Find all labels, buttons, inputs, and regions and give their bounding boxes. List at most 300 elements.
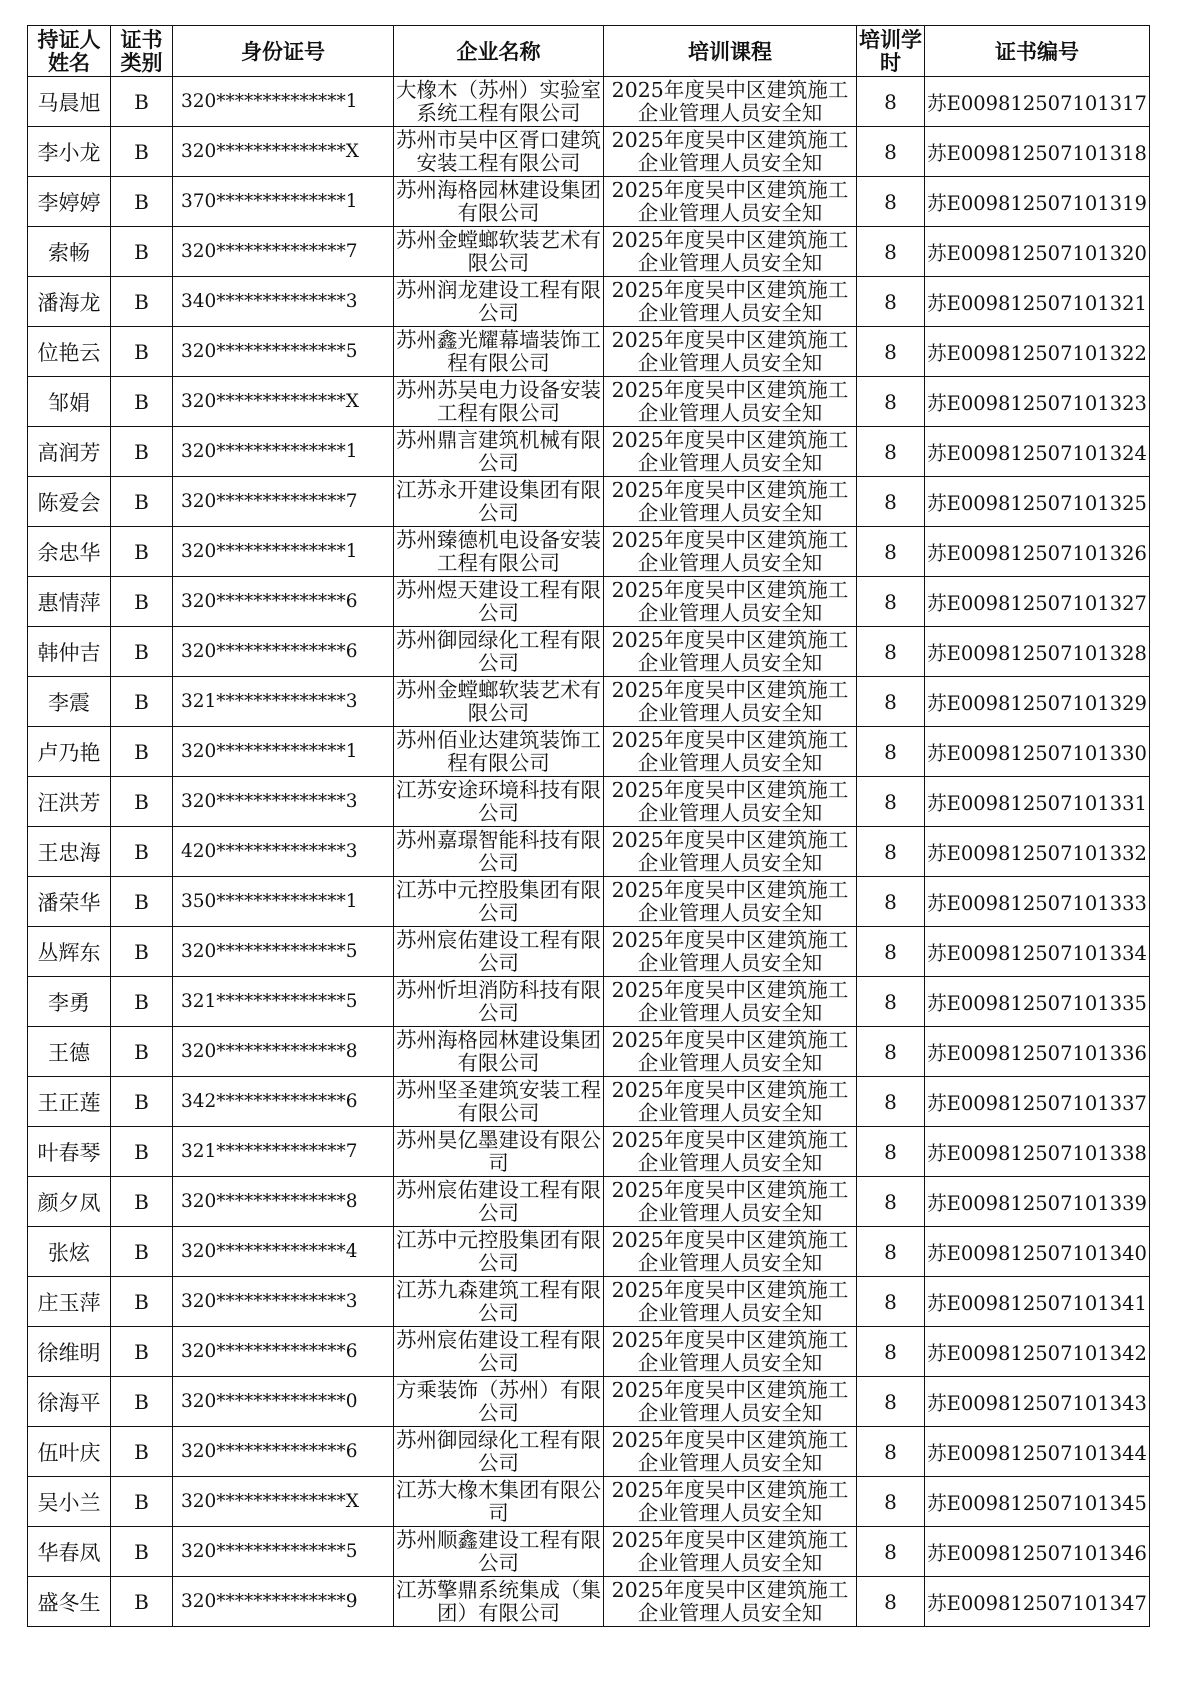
company-cell <box>394 377 604 427</box>
course-name: 2025年度吴中区建筑施工企业管理人员安全知 <box>611 777 849 825</box>
id-number: 320**************1 <box>173 77 394 127</box>
holder-name: 李勇 <box>28 977 111 1027</box>
table-row <box>28 527 1150 577</box>
course-name: 2025年度吴中区建筑施工企业管理人员安全知 <box>611 77 849 125</box>
course-name: 2025年度吴中区建筑施工企业管理人员安全知 <box>611 1077 849 1125</box>
table-body <box>28 77 1150 1627</box>
training-hours: 8 <box>857 577 925 627</box>
company-name: 江苏中元控股集团有限公司 <box>396 877 601 925</box>
company-cell <box>394 1527 604 1577</box>
cert-category: B <box>111 727 173 777</box>
id-number: 320**************X <box>173 377 394 427</box>
cert-number: 苏E009812507101347 <box>925 1577 1150 1627</box>
course-cell <box>604 127 857 177</box>
training-hours: 8 <box>857 1377 925 1427</box>
table-row <box>28 677 1150 727</box>
course-cell <box>604 477 857 527</box>
table-row <box>28 1477 1150 1527</box>
training-hours: 8 <box>857 727 925 777</box>
course-name: 2025年度吴中区建筑施工企业管理人员安全知 <box>611 1027 849 1075</box>
course-name: 2025年度吴中区建筑施工企业管理人员安全知 <box>611 1427 849 1475</box>
cert-number: 苏E009812507101332 <box>925 827 1150 877</box>
company-cell <box>394 77 604 127</box>
company-cell <box>394 777 604 827</box>
id-number: 320**************1 <box>173 527 394 577</box>
id-number: 320**************7 <box>173 477 394 527</box>
header-category: 证书类别 <box>111 26 173 77</box>
company-name: 苏州金螳螂软装艺术有限公司 <box>396 677 601 725</box>
holder-name: 马晨旭 <box>28 77 111 127</box>
holder-name: 潘海龙 <box>28 277 111 327</box>
table-row <box>28 1377 1150 1427</box>
company-name: 大橡木（苏州）实验室系统工程有限公司 <box>396 77 601 125</box>
table-row <box>28 827 1150 877</box>
id-number: 321**************7 <box>173 1127 394 1177</box>
cert-number: 苏E009812507101323 <box>925 377 1150 427</box>
company-cell <box>394 1327 604 1377</box>
holder-name: 李婷婷 <box>28 177 111 227</box>
training-hours: 8 <box>857 677 925 727</box>
company-name: 苏州市吴中区胥口建筑安装工程有限公司 <box>396 127 601 175</box>
cert-category: B <box>111 827 173 877</box>
holder-name: 王忠海 <box>28 827 111 877</box>
cert-number: 苏E009812507101336 <box>925 1027 1150 1077</box>
company-cell <box>394 177 604 227</box>
company-cell <box>394 1477 604 1527</box>
holder-name: 惠情萍 <box>28 577 111 627</box>
course-cell <box>604 1277 857 1327</box>
table-row <box>28 577 1150 627</box>
table-row <box>28 327 1150 377</box>
id-number: 320**************6 <box>173 577 394 627</box>
course-cell <box>604 1127 857 1177</box>
company-name: 苏州宸佑建设工程有限公司 <box>396 1177 601 1225</box>
company-cell <box>394 1277 604 1327</box>
training-hours: 8 <box>857 527 925 577</box>
cert-number: 苏E009812507101318 <box>925 127 1150 177</box>
holder-name: 华春凤 <box>28 1527 111 1577</box>
company-cell <box>394 527 604 577</box>
cert-category: B <box>111 1327 173 1377</box>
company-cell <box>394 477 604 527</box>
id-number: 320**************X <box>173 127 394 177</box>
cert-number: 苏E009812507101322 <box>925 327 1150 377</box>
course-cell <box>604 277 857 327</box>
table-row <box>28 77 1150 127</box>
cert-category: B <box>111 577 173 627</box>
company-name: 江苏中元控股集团有限公司 <box>396 1227 601 1275</box>
cert-category: B <box>111 1027 173 1077</box>
header-name: 持证人姓名 <box>28 26 111 77</box>
id-number: 320**************6 <box>173 627 394 677</box>
company-name: 苏州嘉璟智能科技有限公司 <box>396 827 601 875</box>
company-cell <box>394 127 604 177</box>
course-cell <box>604 427 857 477</box>
holder-name: 伍叶庆 <box>28 1427 111 1477</box>
cert-category: B <box>111 1277 173 1327</box>
course-name: 2025年度吴中区建筑施工企业管理人员安全知 <box>611 1577 849 1625</box>
id-number: 321**************3 <box>173 677 394 727</box>
table-row <box>28 627 1150 677</box>
id-number: 320**************9 <box>173 1577 394 1627</box>
cert-category: B <box>111 327 173 377</box>
cert-category: B <box>111 677 173 727</box>
holder-name: 王德 <box>28 1027 111 1077</box>
cert-number: 苏E009812507101335 <box>925 977 1150 1027</box>
training-hours: 8 <box>857 1227 925 1277</box>
course-cell <box>604 627 857 677</box>
holder-name: 李小龙 <box>28 127 111 177</box>
id-number: 320**************X <box>173 1477 394 1527</box>
company-name: 苏州宸佑建设工程有限公司 <box>396 1327 601 1375</box>
table-row <box>28 477 1150 527</box>
cert-number: 苏E009812507101337 <box>925 1077 1150 1127</box>
course-cell <box>604 1427 857 1477</box>
certificate-table <box>27 25 1150 1627</box>
header-course: 培训课程 <box>604 26 857 77</box>
cert-number: 苏E009812507101328 <box>925 627 1150 677</box>
company-name: 苏州苏吴电力设备安装工程有限公司 <box>396 377 601 425</box>
company-name: 苏州坚圣建筑安装工程有限公司 <box>396 1077 601 1125</box>
cert-category: B <box>111 77 173 127</box>
company-cell <box>394 877 604 927</box>
course-name: 2025年度吴中区建筑施工企业管理人员安全知 <box>611 277 849 325</box>
table-row <box>28 377 1150 427</box>
company-name: 苏州御园绿化工程有限公司 <box>396 1427 601 1475</box>
table-row <box>28 277 1150 327</box>
course-cell <box>604 1327 857 1377</box>
cert-number: 苏E009812507101338 <box>925 1127 1150 1177</box>
course-cell <box>604 1227 857 1277</box>
company-cell <box>394 227 604 277</box>
holder-name: 索畅 <box>28 227 111 277</box>
cert-category: B <box>111 127 173 177</box>
course-name: 2025年度吴中区建筑施工企业管理人员安全知 <box>611 577 849 625</box>
company-name: 苏州金螳螂软装艺术有限公司 <box>396 227 601 275</box>
course-cell <box>604 377 857 427</box>
course-name: 2025年度吴中区建筑施工企业管理人员安全知 <box>611 527 849 575</box>
training-hours: 8 <box>857 1027 925 1077</box>
holder-name: 卢乃艳 <box>28 727 111 777</box>
cert-category: B <box>111 1477 173 1527</box>
id-number: 320**************5 <box>173 327 394 377</box>
course-cell <box>604 77 857 127</box>
company-name: 苏州御园绿化工程有限公司 <box>396 627 601 675</box>
cert-category: B <box>111 177 173 227</box>
holder-name: 韩仲吉 <box>28 627 111 677</box>
course-cell <box>604 927 857 977</box>
training-hours: 8 <box>857 77 925 127</box>
id-number: 420**************3 <box>173 827 394 877</box>
cert-category: B <box>111 377 173 427</box>
course-name: 2025年度吴中区建筑施工企业管理人员安全知 <box>611 327 849 375</box>
cert-number: 苏E009812507101319 <box>925 177 1150 227</box>
course-cell <box>604 177 857 227</box>
cert-category: B <box>111 477 173 527</box>
id-number: 320**************3 <box>173 777 394 827</box>
table-row <box>28 127 1150 177</box>
course-cell <box>604 1177 857 1227</box>
cert-category: B <box>111 777 173 827</box>
course-cell <box>604 1377 857 1427</box>
course-name: 2025年度吴中区建筑施工企业管理人员安全知 <box>611 227 849 275</box>
training-hours: 8 <box>857 1327 925 1377</box>
header-hours: 培训学时 <box>857 26 925 77</box>
course-name: 2025年度吴中区建筑施工企业管理人员安全知 <box>611 1277 849 1325</box>
training-hours: 8 <box>857 427 925 477</box>
cert-category: B <box>111 1177 173 1227</box>
company-cell <box>394 1077 604 1127</box>
course-name: 2025年度吴中区建筑施工企业管理人员安全知 <box>611 627 849 675</box>
course-name: 2025年度吴中区建筑施工企业管理人员安全知 <box>611 377 849 425</box>
company-name: 苏州宸佑建设工程有限公司 <box>396 927 601 975</box>
id-number: 342**************6 <box>173 1077 394 1127</box>
course-cell <box>604 1027 857 1077</box>
course-name: 2025年度吴中区建筑施工企业管理人员安全知 <box>611 827 849 875</box>
cert-category: B <box>111 1227 173 1277</box>
company-cell <box>394 1127 604 1177</box>
holder-name: 邹娟 <box>28 377 111 427</box>
course-name: 2025年度吴中区建筑施工企业管理人员安全知 <box>611 977 849 1025</box>
course-name: 2025年度吴中区建筑施工企业管理人员安全知 <box>611 877 849 925</box>
table-row <box>28 1577 1150 1627</box>
training-hours: 8 <box>857 1177 925 1227</box>
table-row <box>28 1027 1150 1077</box>
course-name: 2025年度吴中区建筑施工企业管理人员安全知 <box>611 477 849 525</box>
table-row <box>28 1277 1150 1327</box>
table-row <box>28 1177 1150 1227</box>
cert-category: B <box>111 527 173 577</box>
training-hours: 8 <box>857 827 925 877</box>
cert-category: B <box>111 1577 173 1627</box>
table-row <box>28 1327 1150 1377</box>
training-hours: 8 <box>857 1477 925 1527</box>
table-row <box>28 727 1150 777</box>
training-hours: 8 <box>857 377 925 427</box>
company-cell <box>394 1227 604 1277</box>
course-cell <box>604 1077 857 1127</box>
company-name: 江苏九森建筑工程有限公司 <box>396 1277 601 1325</box>
cert-number: 苏E009812507101343 <box>925 1377 1150 1427</box>
course-cell <box>604 577 857 627</box>
course-name: 2025年度吴中区建筑施工企业管理人员安全知 <box>611 1327 849 1375</box>
id-number: 350**************1 <box>173 877 394 927</box>
cert-category: B <box>111 227 173 277</box>
id-number: 320**************1 <box>173 427 394 477</box>
company-cell <box>394 277 604 327</box>
course-name: 2025年度吴中区建筑施工企业管理人员安全知 <box>611 177 849 225</box>
cert-number: 苏E009812507101334 <box>925 927 1150 977</box>
holder-name: 徐维明 <box>28 1327 111 1377</box>
course-name: 2025年度吴中区建筑施工企业管理人员安全知 <box>611 1227 849 1275</box>
course-cell <box>604 527 857 577</box>
cert-category: B <box>111 277 173 327</box>
cert-number: 苏E009812507101345 <box>925 1477 1150 1527</box>
company-name: 苏州忻坦消防科技有限公司 <box>396 977 601 1025</box>
company-name: 苏州昊亿墨建设有限公司 <box>396 1127 601 1175</box>
training-hours: 8 <box>857 627 925 677</box>
company-cell <box>394 1577 604 1627</box>
training-hours: 8 <box>857 877 925 927</box>
course-cell <box>604 1577 857 1627</box>
id-number: 340**************3 <box>173 277 394 327</box>
id-number: 320**************8 <box>173 1177 394 1227</box>
training-hours: 8 <box>857 1077 925 1127</box>
holder-name: 陈爱会 <box>28 477 111 527</box>
id-number: 320**************8 <box>173 1027 394 1077</box>
cert-number: 苏E009812507101346 <box>925 1527 1150 1577</box>
company-name: 江苏安途环境科技有限公司 <box>396 777 601 825</box>
course-cell <box>604 977 857 1027</box>
id-number: 320**************4 <box>173 1227 394 1277</box>
cert-number: 苏E009812507101344 <box>925 1427 1150 1477</box>
company-name: 苏州煜天建设工程有限公司 <box>396 577 601 625</box>
training-hours: 8 <box>857 327 925 377</box>
holder-name: 李震 <box>28 677 111 727</box>
holder-name: 余忠华 <box>28 527 111 577</box>
training-hours: 8 <box>857 1277 925 1327</box>
company-cell <box>394 1177 604 1227</box>
training-hours: 8 <box>857 1127 925 1177</box>
id-number: 320**************0 <box>173 1377 394 1427</box>
cert-category: B <box>111 1527 173 1577</box>
company-name: 江苏擎鼎系统集成（集团）有限公司 <box>396 1577 601 1625</box>
training-hours: 8 <box>857 277 925 327</box>
course-cell <box>604 677 857 727</box>
training-hours: 8 <box>857 1427 925 1477</box>
company-name: 苏州润龙建设工程有限公司 <box>396 277 601 325</box>
id-number: 320**************7 <box>173 227 394 277</box>
cert-number: 苏E009812507101340 <box>925 1227 1150 1277</box>
training-hours: 8 <box>857 127 925 177</box>
cert-number: 苏E009812507101320 <box>925 227 1150 277</box>
cert-category: B <box>111 927 173 977</box>
holder-name: 位艳云 <box>28 327 111 377</box>
course-name: 2025年度吴中区建筑施工企业管理人员安全知 <box>611 1127 849 1175</box>
course-cell <box>604 827 857 877</box>
training-hours: 8 <box>857 227 925 277</box>
holder-name: 叶春琴 <box>28 1127 111 1177</box>
cert-category: B <box>111 1077 173 1127</box>
course-name: 2025年度吴中区建筑施工企业管理人员安全知 <box>611 1377 849 1425</box>
company-cell <box>394 627 604 677</box>
company-name: 苏州顺鑫建设工程有限公司 <box>396 1527 601 1575</box>
holder-name: 吴小兰 <box>28 1477 111 1527</box>
course-name: 2025年度吴中区建筑施工企业管理人员安全知 <box>611 727 849 775</box>
course-name: 2025年度吴中区建筑施工企业管理人员安全知 <box>611 427 849 475</box>
cert-category: B <box>111 877 173 927</box>
company-name: 苏州臻德机电设备安装工程有限公司 <box>396 527 601 575</box>
holder-name: 王正莲 <box>28 1077 111 1127</box>
company-cell <box>394 1377 604 1427</box>
cert-number: 苏E009812507101342 <box>925 1327 1150 1377</box>
table-row <box>28 1227 1150 1277</box>
cert-category: B <box>111 627 173 677</box>
company-cell <box>394 927 604 977</box>
course-cell <box>604 1527 857 1577</box>
cert-category: B <box>111 977 173 1027</box>
holder-name: 潘荣华 <box>28 877 111 927</box>
training-hours: 8 <box>857 177 925 227</box>
table-header-row <box>28 26 1150 77</box>
header-company: 企业名称 <box>394 26 604 77</box>
table-row <box>28 1427 1150 1477</box>
company-cell <box>394 977 604 1027</box>
holder-name: 盛冬生 <box>28 1577 111 1627</box>
company-cell <box>394 677 604 727</box>
holder-name: 丛辉东 <box>28 927 111 977</box>
company-cell <box>394 327 604 377</box>
training-hours: 8 <box>857 1527 925 1577</box>
cert-number: 苏E009812507101326 <box>925 527 1150 577</box>
id-number: 320**************6 <box>173 1327 394 1377</box>
holder-name: 徐海平 <box>28 1377 111 1427</box>
company-name: 苏州佰业达建筑装饰工程有限公司 <box>396 727 601 775</box>
header-cert-number: 证书编号 <box>925 26 1150 77</box>
id-number: 320**************5 <box>173 1527 394 1577</box>
company-cell <box>394 577 604 627</box>
training-hours: 8 <box>857 777 925 827</box>
table-row <box>28 1527 1150 1577</box>
training-hours: 8 <box>857 1577 925 1627</box>
company-name: 苏州鼎言建筑机械有限公司 <box>396 427 601 475</box>
company-name: 江苏永开建设集团有限公司 <box>396 477 601 525</box>
company-name: 苏州鑫光耀幕墙装饰工程有限公司 <box>396 327 601 375</box>
cert-category: B <box>111 1377 173 1427</box>
cert-number: 苏E009812507101317 <box>925 77 1150 127</box>
table-row <box>28 777 1150 827</box>
cert-number: 苏E009812507101330 <box>925 727 1150 777</box>
company-cell <box>394 1027 604 1077</box>
holder-name: 庄玉萍 <box>28 1277 111 1327</box>
course-name: 2025年度吴中区建筑施工企业管理人员安全知 <box>611 1527 849 1575</box>
company-cell <box>394 427 604 477</box>
cert-number: 苏E009812507101341 <box>925 1277 1150 1327</box>
cert-category: B <box>111 1427 173 1477</box>
course-cell <box>604 877 857 927</box>
cert-number: 苏E009812507101324 <box>925 427 1150 477</box>
cert-number: 苏E009812507101325 <box>925 477 1150 527</box>
holder-name: 颜夕凤 <box>28 1177 111 1227</box>
company-cell <box>394 827 604 877</box>
holder-name: 张炫 <box>28 1227 111 1277</box>
training-hours: 8 <box>857 927 925 977</box>
course-name: 2025年度吴中区建筑施工企业管理人员安全知 <box>611 1177 849 1225</box>
course-name: 2025年度吴中区建筑施工企业管理人员安全知 <box>611 1477 849 1525</box>
table-row <box>28 877 1150 927</box>
course-cell <box>604 1477 857 1527</box>
id-number: 320**************6 <box>173 1427 394 1477</box>
cert-number: 苏E009812507101327 <box>925 577 1150 627</box>
cert-number: 苏E009812507101329 <box>925 677 1150 727</box>
course-name: 2025年度吴中区建筑施工企业管理人员安全知 <box>611 927 849 975</box>
table-row <box>28 177 1150 227</box>
course-cell <box>604 327 857 377</box>
holder-name: 高润芳 <box>28 427 111 477</box>
company-name: 苏州海格园林建设集团有限公司 <box>396 177 601 225</box>
course-cell <box>604 777 857 827</box>
table-row <box>28 927 1150 977</box>
id-number: 320**************1 <box>173 727 394 777</box>
table-row <box>28 977 1150 1027</box>
id-number: 320**************5 <box>173 927 394 977</box>
cert-number: 苏E009812507101331 <box>925 777 1150 827</box>
company-cell <box>394 727 604 777</box>
cert-category: B <box>111 427 173 477</box>
company-name: 方乘装饰（苏州）有限公司 <box>396 1377 601 1425</box>
id-number: 320**************3 <box>173 1277 394 1327</box>
table-row <box>28 1077 1150 1127</box>
